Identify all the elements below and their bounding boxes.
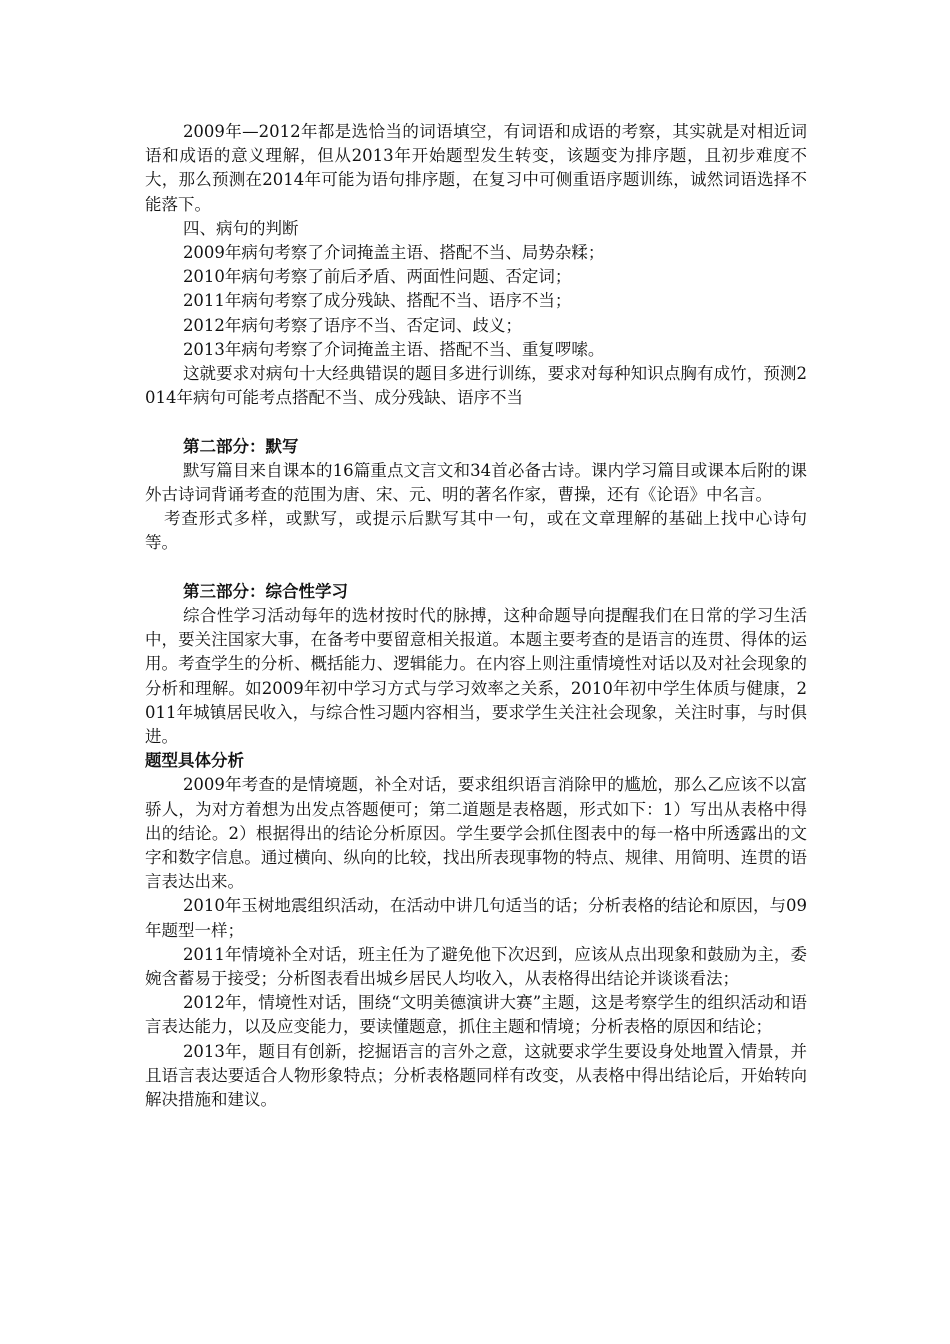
analysis-2010: 2010年玉树地震组织活动，在活动中讲几句适当的话；分析表格的结论和原因，与09年题型一样； [145,896,807,940]
sick-sentence-2010: 2010年病句考察了前后矛盾、两面性问题、否定词； [182,267,572,287]
word-choice-paragraph: 2009年—2012年都是选恰当的词语填空，有词语和成语的考察，其实就是对相近词语和成语的意义理解，但从2013年开始题型发生转变，该题变为排序题，且初步难度不大，那么预测在2014年可能为语句排序题，在复习中可侧重语序题训练，诚然词语选择不能落下。 [145,122,807,214]
analysis-2011: 2011年情境补全对话，班主任为了避免他下次迟到，应该从点出现象和鼓励为主，委婉含蓄易于接受；分析图表看出城乡居民人均收入，从表格得出结论并谈谈看法； [145,944,807,989]
blank-line [145,410,807,434]
sick-sentence-2011: 2011年病句考察了成分残缺、搭配不当、语序不当； [182,291,572,311]
analysis-heading: 题型具体分析 [145,751,244,771]
sick-sentence-2013: 2013年病句考察了介词掩盖主语、搭配不当、重复啰嗦。 [182,339,605,359]
part-two-heading: 第二部分：默写 [182,436,299,456]
analysis-2012: 2012年，情境性对话，围绕“文明美德演讲大赛”主题，这是考察学生的组织活动和语言表达能力，以及应变能力，要读懂题意，抓住主题和情境；分析表格的原因和结论； [145,993,807,1037]
blank-line [145,556,807,580]
analysis-2009: 2009年考查的是情境题，补全对话，要求组织语言消除甲的尴尬，那么乙应该不以富骄人，为对方着想为出发点答题便可；第二道题是表格题，形式如下：1）写出从表格中得出的结论。2）根据得出的结论分析原因。学生要学会抓住图表中的每一格中所透露出的文字和数字信息。通过横向、纵向的比较，找出所表现事物的特点、规律、用简明、连贯的语言表达出来。 [145,775,807,892]
sick-sentence-2012: 2012年病句考察了语序不当、否定词、歧义； [182,315,522,335]
sick-sentence-2009: 2009年病句考察了介词掩盖主语、搭配不当、局势杂糅； [182,243,605,263]
analysis-2013: 2013年，题目有创新，挖掘语言的言外之意，这就要求学生要设身处地置入情景，并且语言表达要适合人物形象特点；分析表格题同样有改变，从表格中得出结论后，开始转向解决措施和建议。 [145,1041,807,1110]
document-body [145,120,807,1112]
part-two-paragraph-2: 考查形式多样，或默写，或提示后默写其中一句，或在文章理解的基础上找中心诗句等。 [145,509,807,553]
section-title-sick-sentences: 四、病句的判断 [182,218,299,238]
part-three-heading: 第三部分：综合性学习 [182,581,348,601]
part-two-paragraph-1: 默写篇目来自课本的16篇重点文言文和34首必备古诗。课内学习篇目或课本后附的课外古诗词背诵考查的范围为唐、宋、元、明的著名作家，曹操，还有《论语》中名言。 [145,460,807,505]
part-three-paragraph-1: 综合性学习活动每年的选材按时代的脉搏，这种命题导向提醒我们在日常的学习生活中，要关注国家大事，在备考中要留意相关报道。本题主要考查的是语言的连贯、得体的运用。考查学生的分析、概括能力、逻辑能力。在内容上则注重情境性对话以及对社会现象的分析和理解。如2009年初中学习方式与学习效率之关系，2010年初中学生体质与健康，2011年城镇居民收入，与综合性习题内容相当，要求学生关注社会现象，关注时事，与时俱进。 [145,606,807,747]
sick-sentence-summary: 这就要求对病句十大经典错误的题目多进行训练，要求对每种知识点胸有成竹，预测2014年病句可能考点搭配不当、成分残缺、语序不当 [145,364,807,408]
